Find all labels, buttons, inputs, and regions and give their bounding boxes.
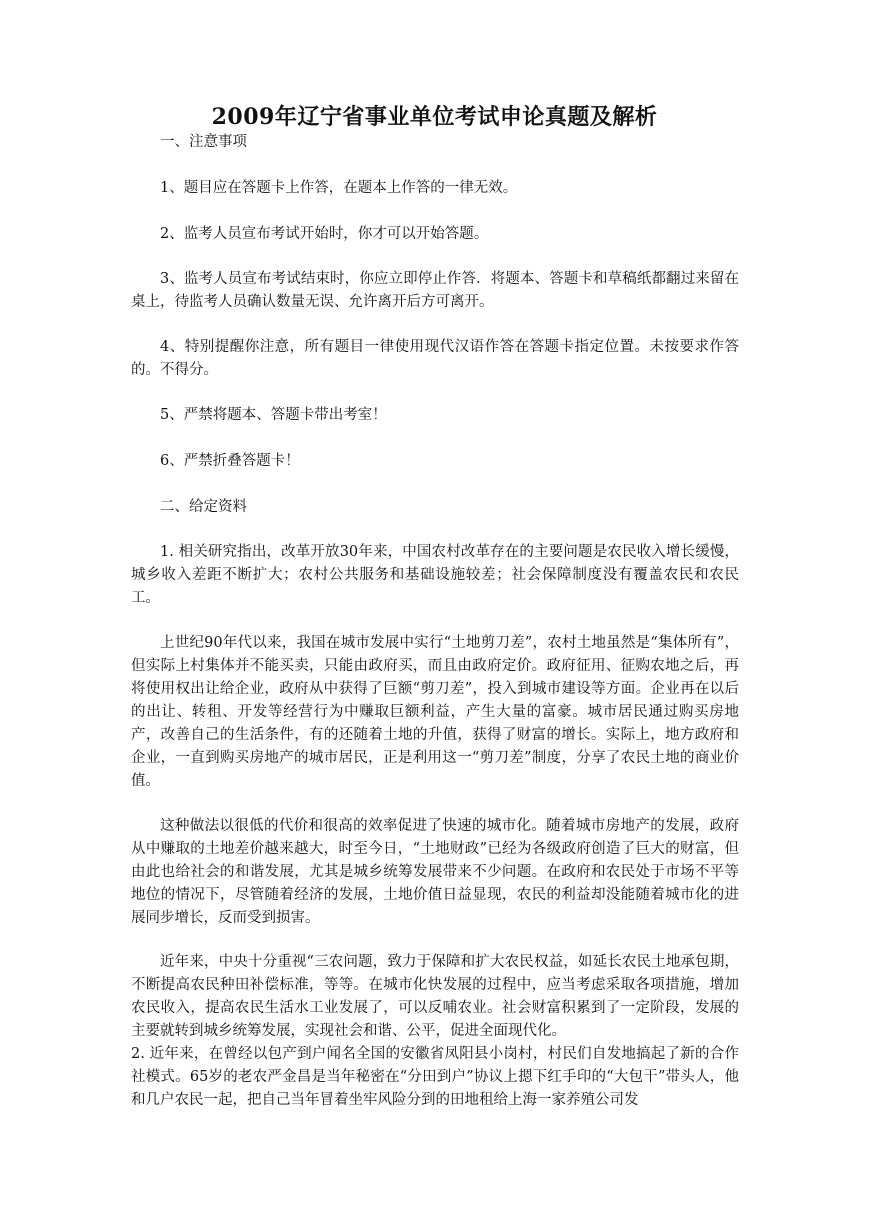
note-item-5: 5、严禁将题本、答题卡带出考室！ xyxy=(160,407,387,423)
note-item-4: 4、特别提醒你注意，所有题目一律使用现代汉语作答在答题卡指定位置。未按要求作答的。不得分。 xyxy=(131,339,739,378)
note-item-3: 3、监考人员宣布考试结束时，你应立即停止作答．将题本、答题卡和草稿纸都翻过来留在桌上，待监考人员确认数量无误、允许离开后方可离开。 xyxy=(131,271,739,310)
material-paragraph-5: 2. 近年来，在曾经以包产到户闻名全国的安徽省凤阳县小岗村，村民们自发地搞起了新的合作社模式。65岁的老农严金昌是当年秘密在“分田到户”协议上摁下红手印的“大包干”带头人，他和几户农民一起，把自己当年冒着坐牢风险分到的田地租给上海一家养殖公司发 xyxy=(131,1046,739,1108)
material-paragraph-2: 上世纪90年代以来，我国在城市发展中实行“土地剪刀差”，农村土地虽然是“集体所有”，但实际上村集体并不能买卖，只能由政府买，而且由政府定价。政府征用、征购农地之后，再将使用权出让给企业，政府从中获得了巨额“剪刀差”，投入到城市建设等方面。企业再在以后的出让、转租、开发等经营行为中赚取巨额利益，产生大量的富豪。城市居民通过购买房地产，改善自己的生活条件，有的还随着土地的升值，获得了财富的增长。实际上，地方政府和企业，一直到购买房地产的城市居民，正是利用这一“剪刀差”制度，分享了农民土地的商业价值。 xyxy=(131,635,739,789)
material-paragraph-1: 1. 相关研究指出，改革开放30年来，中国农村改革存在的主要问题是农民收入增长缓慢，城乡收入差距不断扩大；农村公共服务和基础设施较差；社会保障制度没有覆盖农民和农民工。 xyxy=(131,544,739,606)
section-heading-materials: 二、给定资料 xyxy=(160,499,247,515)
section-heading-notes: 一、注意事项 xyxy=(160,134,247,150)
note-item-1: 1、题目应在答题卡上作答，在题本上作答的一律无效。 xyxy=(160,180,518,196)
material-paragraph-3: 这种做法以很低的代价和很高的效率促进了快速的城市化。随着城市房地产的发展，政府从中赚取的土地差价越来越大，时至今日，“土地财政”已经为各级政府创造了巨大的财富，但由此也给社会的和谐发展，尤其是城乡统筹发展带来不少问题。在政府和农民处于市场不平等地位的情况下，尽管随着经济的发展，土地价值日益显现，农民的利益却没能随着城市化的进展同步增长，反而受到损害。 xyxy=(131,818,739,926)
material-paragraph-4: 近年来，中央十分重视“三农问题，致力于保障和扩大农民权益，如延长农民土地承包期，不断提高农民种田补偿标准，等等。在城市化快发展的过程中，应当考虑采取各项措施，增加农民收入，提高农民生活水工业发展了，可以反哺农业。社会财富积累到了一定阶段，发展的主要就转到城乡统筹发展，实现社会和谐、公平，促进全面现代化。 xyxy=(131,954,739,1039)
note-item-2: 2、监考人员宣布考试开始时，你才可以开始答题。 xyxy=(160,226,489,242)
note-item-6: 6、严禁折叠答题卡！ xyxy=(160,453,300,469)
document-title: 2009年辽宁省事业单位考试申论真题及解析 xyxy=(211,104,658,130)
